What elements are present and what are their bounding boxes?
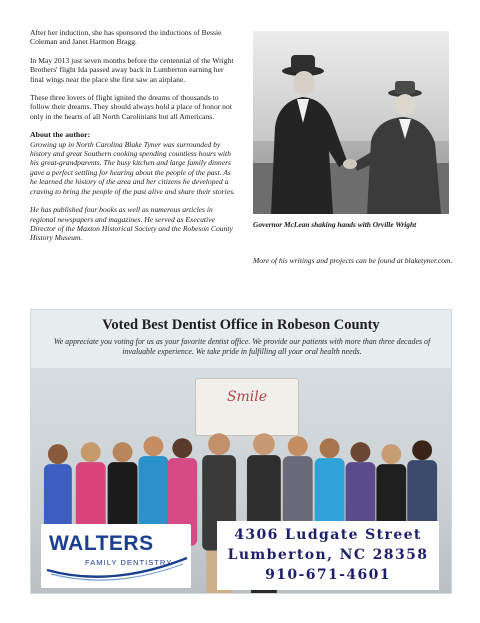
address-street: 4306 Ludgate Street [234,527,422,543]
author-heading: About the author: [30,130,91,140]
paragraph-inductions: After her induction, she has sponsored the inductions of Bessie Coleman and Janet Harmon Bragg. [30,28,222,47]
paragraph-centennial: In May 2013 just seven months before the centennial of the Wright Brothers' flight Ida passed away back in Lumberton earning her final wings near the place she first saw an airplane. [30,55,234,84]
author-books: He has published four books as well as numerous articles in regional newspapers and magazines. He served as Executive Director of the Maxton Historical Society and the Robeson County History Museum. [30,205,233,243]
paragraph-lovers-of-flight: These three lovers of flight ignited the dreams of thousands to follow their dreams. They should always hold a place of honor not only in the hearts of all North Carolinians but all Americans. [30,93,232,121]
ad-title: Voted Best Dentist Office in Robeson County [102,317,380,333]
dentist-advertisement [30,309,452,594]
author-bio: Growing up in North Carolina Blake Tyner was surrounded by history and great Southern cooking spending countless hours with his great-grandparents. The busy kitchen and large family dinners gave a perfect settling for hearing about the people of the past. As he learned the history of the area and her citizens he developed a craving to bring the people of the past alive and share their stories. [30,139,235,196]
phone-number: 910-671-4601 [265,567,391,583]
contact-box [217,521,439,590]
handshake-figures [253,31,449,214]
author-website-note: More of his writings and projects can be found at blaketyner.com. [253,256,453,265]
address-city: Lumberton, NC 28358 [227,547,429,563]
logo-tagline: FAMILY DENTISTRY [85,558,173,567]
walters-logo [41,524,191,588]
historic-photo [253,31,449,214]
photo-caption: Governor McLean shaking hands with Orville Wright [253,220,417,229]
staff-photo [31,368,451,594]
ad-subtitle: We appreciate you voting for us as your favorite dentist office. We provide our patients with more than three decades of invaluable experience. We take pride in fulfilling all your oral health needs. [53,337,431,357]
article-left-column [30,28,239,252]
logo-wordmark: WALTERS [49,532,154,555]
sign-smile-text: Smile [226,389,268,405]
